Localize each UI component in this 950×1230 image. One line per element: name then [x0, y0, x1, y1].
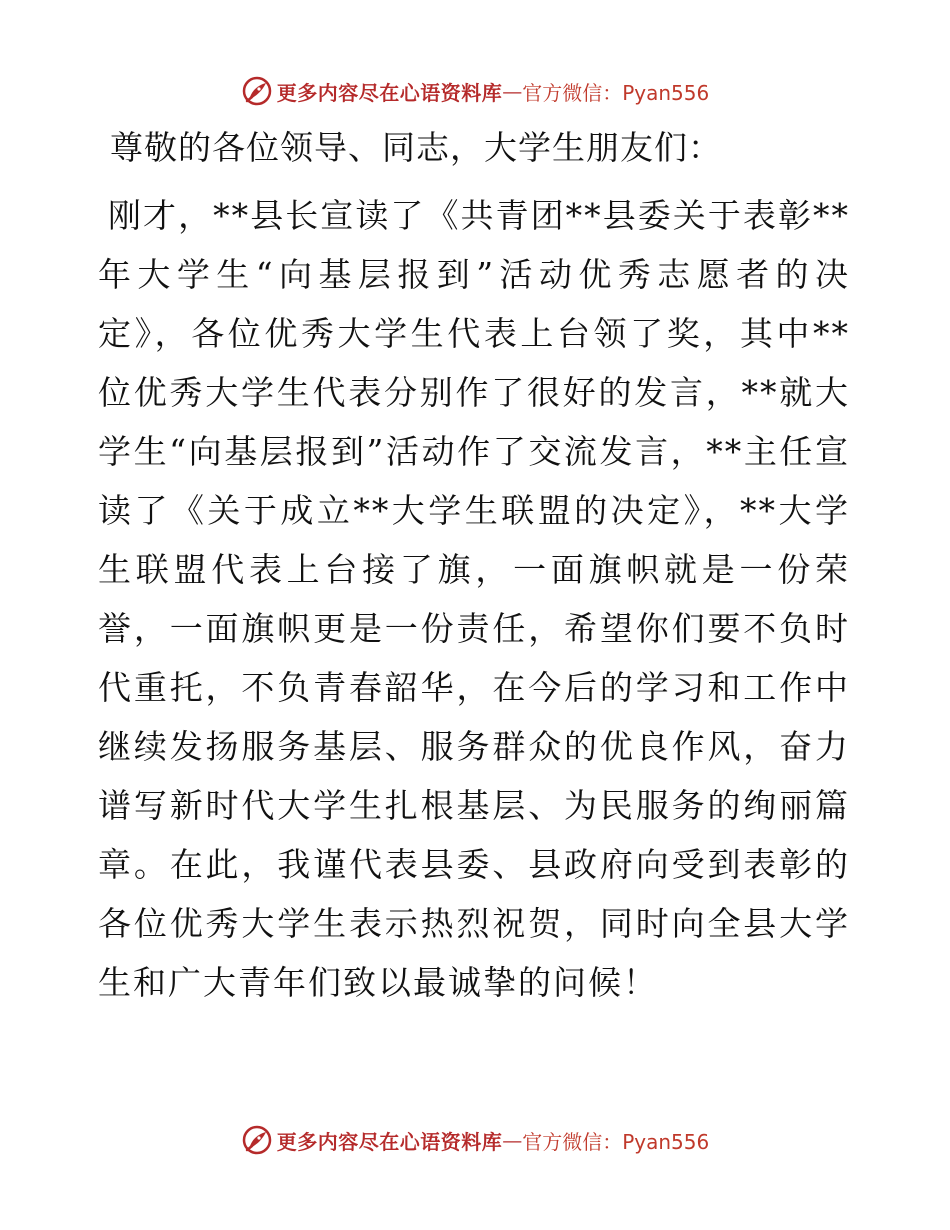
speech-paragraph: 刚才，**县长宣读了《共青团**县委关于表彰**年大学生“向基层报到”活动优秀志愿者的决定》，各位优秀大学生代表上台领了奖，其中**位优秀大学生代表分别作了很好的发言，**就大学生“向基层报到”活动作了交流发言，**主任宣读了《关于成立**大学生联盟的决定》，**大学生联盟代表上台接了旗，一面旗帜就是一份荣誉，一面旗帜更是一份责任，希望你们要不负时代重托，不负青春韶华，在今后的学习和工作中继续发扬服务基层、服务群众的优良作风，奋力谱写新时代大学生扎根基层、为民服务的绚丽篇章。在此，我谨代表县委、县政府向受到表彰的各位优秀大学生表示热烈祝贺，同时向全县大学生和广大青年们致以最诚挚的问候！ — [98, 196, 850, 1002]
footer-banner-title: 更多内容尽在心语资料库 — [276, 1129, 503, 1154]
pen-nib-logo-icon — [241, 1124, 273, 1156]
header-banner-wechat: 官方微信：Pyan556 — [522, 80, 710, 105]
footer-banner-wechat: 官方微信：Pyan556 — [522, 1129, 710, 1154]
header-banner-dash: — — [502, 79, 523, 103]
document-body — [98, 118, 850, 1012]
pen-nib-logo-icon — [241, 75, 273, 107]
salutation: 尊敬的各位领导、同志，大学生朋友们： — [110, 128, 722, 167]
footer-banner-content — [241, 1124, 710, 1156]
header-banner-content — [241, 75, 710, 107]
header-banner — [0, 71, 950, 111]
footer-banner-dash: — — [502, 1128, 523, 1152]
footer-banner — [0, 1120, 950, 1160]
header-banner-title: 更多内容尽在心语资料库 — [276, 80, 503, 105]
